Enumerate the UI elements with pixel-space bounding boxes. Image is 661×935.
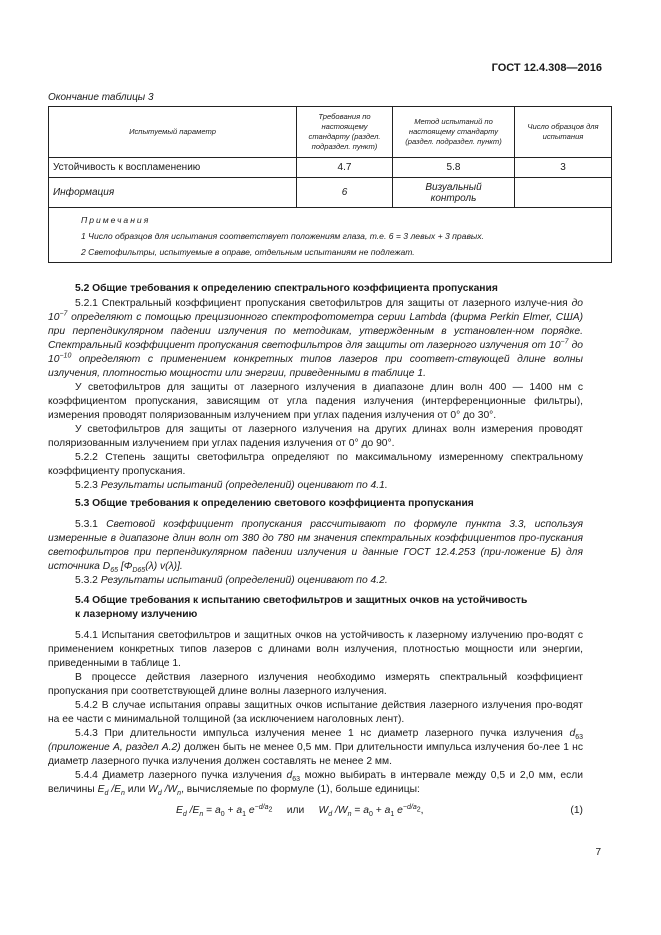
page-number: 7 xyxy=(595,847,601,858)
cell-req: 4.7 xyxy=(297,158,393,178)
text: Результаты испытаний (определений) оценивают по 4.1. xyxy=(100,480,388,491)
superscript: −7 xyxy=(560,338,569,346)
text: определяют с применением конкретных типов лазеров при соответ-ствующей длине волны излучения, плотностью мощности или энергии, приведенными в таблице 1. xyxy=(48,354,583,379)
table-notes-row xyxy=(49,208,612,263)
paragraph: В процессе действия лазерного излучения необходимо измерять спектральный коэффициент пропускания при соответствующей длине волны лазерного излучения. xyxy=(48,672,583,697)
text: или xyxy=(124,784,149,795)
subscript: 65 xyxy=(110,567,119,575)
text: 5.3.2 xyxy=(75,575,101,586)
paragraph-5-4-2: 5.4.2 В случае испытания оправы защитных очков испытание действия лазерного излучения про-водят на ее части с минимальной толщиной (за исключением наголовных лент). xyxy=(48,700,583,725)
paragraph-5-2-3 xyxy=(48,479,583,493)
text xyxy=(48,519,583,575)
requirements-table xyxy=(48,106,612,263)
header-param: Испытуемый параметр xyxy=(49,107,297,158)
cell-req: 6 xyxy=(297,178,393,208)
paragraph-5-4-1: 5.4.1 Испытания светофильтров и защитных очков на устойчивость к лазерному излучению про-водят с применением конкретных типов лазеров с длинами волн излучения, плотностью мощности или энергии, приведенными в таблице 1. xyxy=(48,630,583,669)
paragraph-5-3-1 xyxy=(48,518,583,574)
superscript: −10 xyxy=(59,352,72,360)
text: W xyxy=(148,784,158,795)
section-5-4-title xyxy=(75,594,527,622)
cell-param: Устойчивость к воспламенению xyxy=(49,158,297,178)
text: (λ) v(λ)]. xyxy=(145,561,183,572)
text: E xyxy=(97,784,105,795)
text: d xyxy=(286,770,293,781)
cell-method: 5.8 xyxy=(393,158,515,178)
note-1: 1 Число образцов для испытания соответствует положениям глаза, т.е. 6 = 3 левых + 3 правых. xyxy=(81,231,484,241)
document-header: ГОСТ 12.4.308—2016 xyxy=(491,62,602,74)
superscript: −7 xyxy=(59,310,68,318)
paragraph-5-4-4 xyxy=(48,769,583,797)
table-row xyxy=(49,158,612,178)
text: Световой коэффициент пропускания рассчитывают по формуле пункта 3.3, используя измеренные в диапазоне длин волн от 380 до 780 нм значения спектральных коэффициентов про-пускания светофильтров при перпендикулярном падении излучения и данные ГОСТ 12.4.253 (при-ложение Б) для источника D xyxy=(48,519,583,572)
text: определяют с помощью прецизионного спектрофотометра серии Lambda (фирма Perkin Elmer, США) при перпендикулярном падении излучения по методикам, утвержденным в установлен-ном порядке. Спектральный коэффициент пропускания светофильтров для защиты от лазерного излучения от 10 xyxy=(48,312,583,351)
text: можно выбирать в интервале между 0,5 и 2,0 мм, если величины xyxy=(48,770,583,795)
subscript: d xyxy=(104,790,109,798)
section-5-4-body xyxy=(48,629,583,797)
paragraph-5-2-2: 5.2.2 Степень защиты светофильтра определяют по максимальному измеренному спектральному коэффициенту пропускания. xyxy=(48,452,583,477)
title-line: к лазерному излучению xyxy=(75,609,198,620)
text: 5.2.1 Спектральный коэффициент пропускания светофильтров для защиты от лазерного излуче-ния xyxy=(75,298,572,309)
subscript: 63 xyxy=(292,776,301,784)
section-5-3-title: 5.3 Общие требования к определению светового коэффициента пропускания xyxy=(75,498,474,509)
text: , вычисляемые по формуле (1), больше единицы: xyxy=(181,784,420,795)
paragraph: У светофильтров для защиты от лазерного излучения в диапазоне длин волн 400 — 1400 нм с коэффициентом пропускания, зависящим от угла падения излучения (интерференционные фильтры), измерения проводят поляризованным излучением при углах падения излучения от 0° до 30°. xyxy=(48,382,583,421)
text: /W xyxy=(161,784,178,795)
subscript: n xyxy=(120,790,125,798)
table-caption: Окончание таблицы 3 xyxy=(48,92,154,103)
table-notes xyxy=(49,208,612,263)
section-5-2-title: 5.2 Общие требования к определению спектрального коэффициента пропускания xyxy=(75,283,498,294)
formula-expression: $E_d$ $/E_n = a_0 + a_1$ $e^{-d/a_2}$ или $W_d$ $/W_n = a_0 + a_1$ $e^{-d/a_2}$, xyxy=(176,803,424,819)
title-line: 5.4 Общие требования к испытанию светофильтров и защитных очков на устойчивость xyxy=(75,595,528,606)
header-test-method: Метод испытаний по настоящему стандарту (раздел. подраздел. пункт) xyxy=(393,107,515,158)
text: до 10 xyxy=(48,340,583,365)
text: до 10 xyxy=(48,298,583,323)
header-requirements: Требования по настоящему стандарту (раздел. подраздел. пункт) xyxy=(297,107,393,158)
paragraph-5-3-2 xyxy=(48,574,583,588)
section-5-2-body xyxy=(48,297,583,493)
text: 5.4.3 При длительности импульса излучения менее 1 нс диаметр лазерного пучка излучения xyxy=(75,728,570,739)
table-row xyxy=(49,178,612,208)
cell-count xyxy=(515,178,612,208)
table-header-row xyxy=(49,107,612,158)
text: 5.3.1 xyxy=(75,519,107,530)
cell-method: Визуальный контроль xyxy=(393,178,515,208)
notes-title: Примечания xyxy=(81,215,151,225)
subscript: 63 xyxy=(575,734,583,742)
header-sample-count: Число образцов для испытания xyxy=(515,107,612,158)
cell-param: Информация xyxy=(49,178,297,208)
text: [Φ xyxy=(118,561,133,572)
text: Результаты испытаний (определений) оценивают по 4.2. xyxy=(100,575,388,586)
paragraph-5-2-1 xyxy=(48,297,583,381)
text: (приложение А, раздел А.2) xyxy=(48,742,181,753)
text: /E xyxy=(108,784,121,795)
formula-number: (1) xyxy=(570,805,583,816)
paragraph: У светофильтров для защиты от лазерного излучения на других длинах волн измерения проводят поляризованным излучением при углах падения излучения от 0° до 90°. xyxy=(48,424,583,449)
subscript: n xyxy=(177,790,182,798)
text: должен быть не менее 0,5 мм. При длительности импульса излучения бо-лее 1 нс диаметр лазерного пучка излучения должен составлять не менее 2 мм. xyxy=(48,742,583,767)
text xyxy=(48,298,583,379)
text: d xyxy=(569,728,576,739)
text: 5.2.3 xyxy=(75,480,101,491)
cell-count: 3 xyxy=(515,158,612,178)
subscript: D65 xyxy=(132,567,146,575)
text: 5.4.4 Диаметр лазерного пучка излучения xyxy=(75,770,287,781)
subscript: d xyxy=(157,790,162,798)
paragraph-5-4-3 xyxy=(48,727,583,769)
section-5-3-body xyxy=(48,518,583,588)
note-2: 2 Светофильтры, испытуемые в оправе, отдельным испытаниям не подлежат. xyxy=(81,247,415,257)
